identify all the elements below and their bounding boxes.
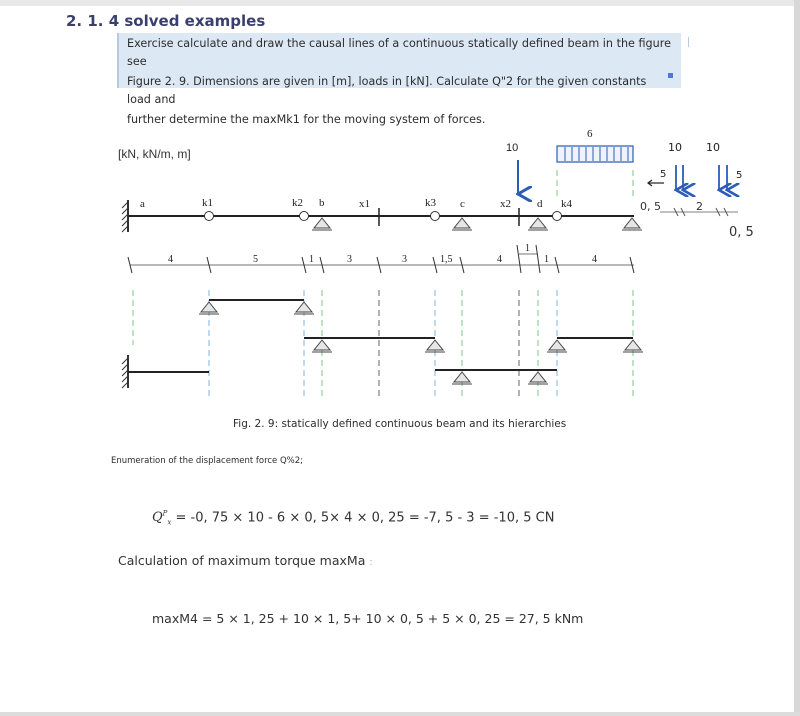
hinge-k4: [553, 212, 562, 221]
enumeration-label: Enumeration of the displacement force Q%2;: [111, 456, 304, 466]
exercise-line-3: further determine the maxMk1 for the moving system of forces.: [127, 113, 486, 126]
formula-max: maxM4 = 5 × 1, 25 + 10 × 1, 5+ 10 × 0, 5 + 5 × 0, 25 = 27, 5 kNm: [152, 611, 584, 626]
node-label-k1: k1: [202, 197, 213, 209]
moving-force-system: [640, 141, 754, 240]
hinge-k1: [205, 212, 214, 221]
moving-force-2-value: 10: [706, 141, 720, 154]
node-label-c: c: [460, 198, 465, 210]
node-label-x1: x1: [359, 198, 370, 210]
calc-heading-text: Calculation of maximum torque maxMa: [118, 553, 366, 568]
support-d: [528, 218, 548, 230]
node-label-d: d: [537, 198, 543, 210]
node-label-k2: k2: [292, 197, 303, 209]
exercise-line-1: Exercise calculate and draw the causal lines of a continuous statically defined beam in the figure see: [127, 37, 671, 68]
support-b: [312, 218, 332, 230]
node-label-x2: x2: [500, 198, 511, 210]
formula-q: [152, 510, 554, 527]
moving-force-4-value: 5: [736, 170, 743, 181]
dim-3-a: 3: [347, 254, 352, 265]
moving-dim-2: 2: [696, 200, 703, 213]
moving-force-3-value: 5: [660, 169, 667, 180]
distributed-load-block: [557, 146, 633, 162]
exercise-line-2: Figure 2. 9. Dimensions are given in [m], loads in [kN]. Calculate Q"2 for the given constants load and: [127, 75, 647, 106]
point-load-value: 10: [506, 142, 519, 154]
dim-4-c: 4: [592, 254, 597, 265]
moving-force-1-value: 10: [668, 141, 682, 154]
dim-5: 5: [253, 254, 258, 265]
calc-heading: [118, 553, 373, 568]
formula-q-sup: P: [162, 510, 168, 518]
calc-heading-sep: :: [369, 557, 373, 568]
support-c: [452, 218, 472, 230]
dim-4-b: 4: [497, 254, 502, 265]
dim-1-5: 1,5: [440, 254, 453, 265]
dim-1-b: 1: [309, 254, 314, 265]
hinge-k3: [431, 212, 440, 221]
distributed-load-value: 6: [587, 128, 593, 140]
node-label-k3: k3: [425, 197, 436, 209]
formula-q-sub: x: [167, 518, 172, 527]
hierarchy-diagram: [122, 300, 643, 388]
dim-4-a: 4: [168, 254, 173, 265]
figure-caption: Fig. 2. 9: statically defined continuous beam and its hierarchies: [233, 418, 567, 430]
formula-q-symbol: $Q^P_x$: [152, 510, 172, 527]
node-label-b: b: [319, 197, 325, 209]
moving-dim-3: 0, 5: [729, 225, 754, 240]
node-label-k4: k4: [561, 198, 572, 210]
dimension-line: [128, 243, 634, 273]
page-frame-bottom: [0, 712, 800, 716]
dim-1-d: 1: [544, 254, 549, 265]
hinge-k2: [300, 212, 309, 221]
support-end: [622, 218, 642, 230]
moving-dim-1: 0, 5: [640, 200, 661, 213]
dim-1-top: 1: [525, 243, 530, 254]
dim-3-b: 3: [402, 254, 407, 265]
units-label: [kN, kN/m, m]: [118, 147, 191, 161]
fixed-support-a: [122, 200, 128, 232]
formula-q-expression: = -0, 75 × 10 - 6 × 0, 5× 4 × 0, 25 = -7, 5 - 3 = -10, 5 CN: [171, 510, 555, 526]
node-label-a: a: [140, 198, 145, 210]
section-heading: 2. 1. 4 solved examples: [66, 12, 266, 30]
hierarchy-fixed-support: [122, 355, 209, 388]
